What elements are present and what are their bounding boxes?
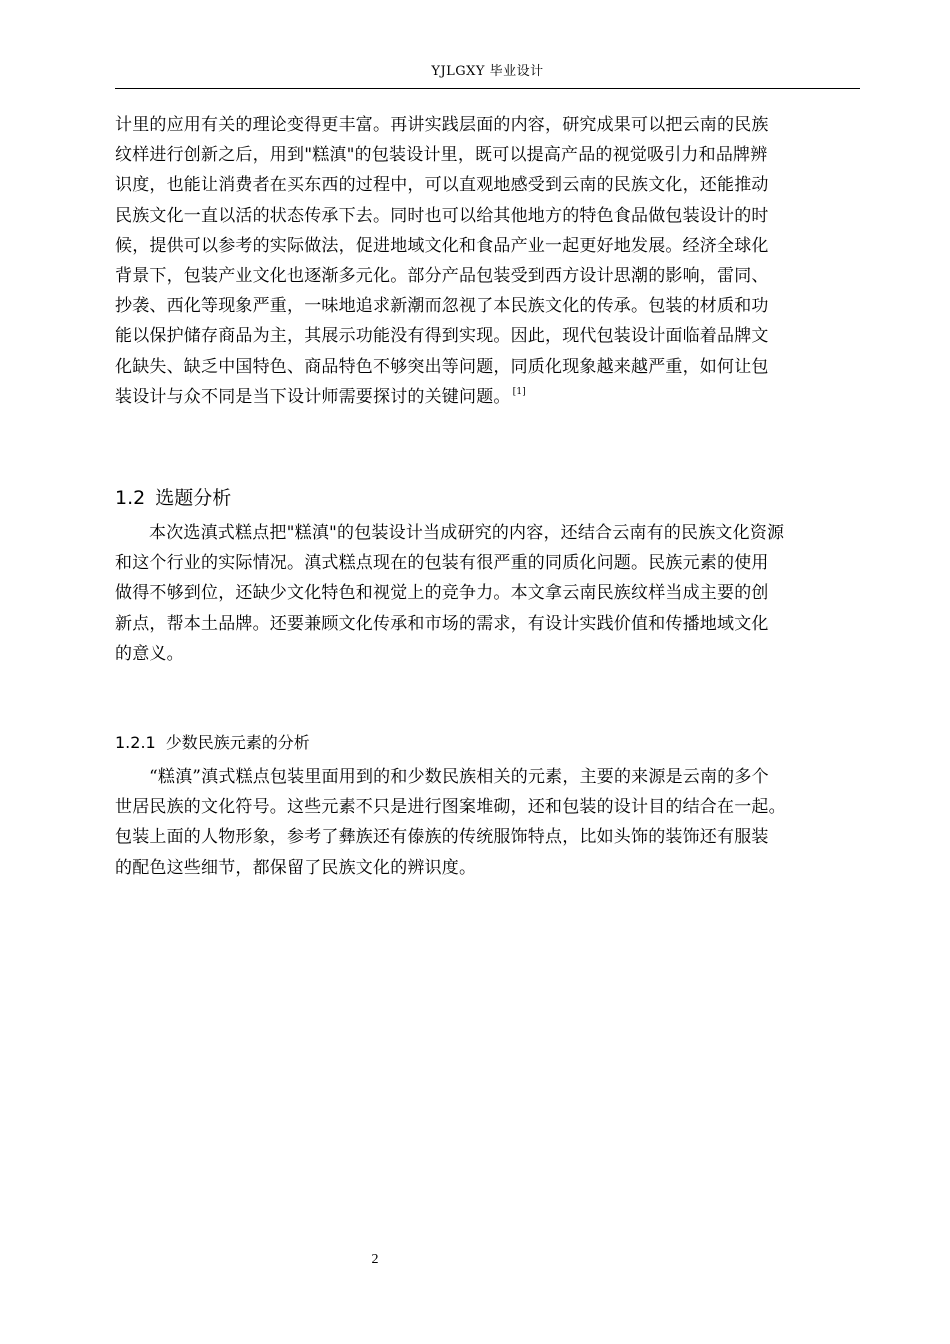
text-line: 世居民族的文化符号。这些元素不只是进行图案堆砌，还和包装的设计目的结合在一起。 (115, 797, 786, 818)
text-line: 化缺失、缺乏中国特色、商品特色不够突出等问题，同质化现象越来越严重，如何让包 (115, 356, 769, 377)
text-line: 和这个行业的实际情况。滇式糕点现在的包装有很严重的同质化问题。民族元素的使用 (115, 553, 769, 574)
citation-marker: [1] (512, 386, 526, 397)
text-line: 新点，帮本土品牌。还要兼顾文化传承和市场的需求，有设计实践价值和传播地域文化 (115, 613, 769, 634)
text-line: 民族文化一直以活的状态传承下去。同时也可以给其他地方的特色食品做包装设计的时 (115, 205, 769, 226)
section-title: 选题分析 (155, 487, 232, 509)
text-line: 能以保护储存商品为主，其展示功能没有得到实现。因此，现代包装设计面临着品牌文 (115, 326, 769, 347)
text-line: 计里的应用有关的理论变得更丰富。再讲实践层面的内容，研究成果可以把云南的民族 (115, 115, 769, 135)
section-heading-1-2-1 (115, 730, 310, 756)
header-divider (115, 88, 860, 89)
text-line: 候，提供可以参考的实际做法，促进地域文化和食品产业一起更好地发展。经济全球化 (115, 235, 769, 256)
text-line: 识度，也能让消费者在买东西的过程中，可以直观地感受到云南的民族文化，还能推动 (115, 175, 769, 196)
section-number: 1.2.1 (115, 733, 156, 752)
text-line: 背景下，包装产业文化也逐渐多元化。部分产品包装受到西方设计思潮的影响，雷同、 (115, 266, 769, 287)
section-title: 少数民族元素的分析 (165, 733, 310, 752)
text-line: 包装上面的人物形象，参考了彝族还有傣族的传统服饰特点，比如头饰的装饰还有服装 (115, 827, 769, 848)
text-line: “糕滇”滇式糕点包装里面用到的和少数民族相关的元素，主要的来源是云南的多个 (149, 767, 769, 787)
section-1-2-paragraph (115, 518, 860, 669)
text-line: 做得不够到位，还缺少文化特色和视觉上的竞争力。本文拿云南民族纹样当成主要的创 (115, 583, 769, 604)
text-line: 本次选滇式糕点把"糕滇"的包装设计当成研究的内容，还结合云南有的民族文化资源 (149, 523, 785, 543)
text-line: 装设计与众不同是当下设计师需要探讨的关键问题。 (115, 386, 511, 407)
text-line: 纹样进行创新之后，用到"糕滇"的包装设计里，既可以提高产品的视觉吸引力和品牌辨 (115, 145, 768, 166)
text-line: 的配色这些细节，都保留了民族文化的辨识度。 (115, 857, 477, 878)
section-heading-1-2 (115, 484, 231, 512)
page-number: 2 (371, 1252, 379, 1267)
section-1-2-1-paragraph (115, 762, 860, 883)
running-header: YJLGXY 毕业设计 (431, 64, 544, 79)
intro-paragraph (115, 110, 860, 412)
section-number: 1.2 (115, 487, 146, 509)
text-line-last (115, 382, 860, 412)
text-line: 抄袭、西化等现象严重，一味地追求新潮而忽视了本民族文化的传承。包装的材质和功 (115, 296, 769, 317)
text-line: 的意义。 (115, 643, 184, 664)
